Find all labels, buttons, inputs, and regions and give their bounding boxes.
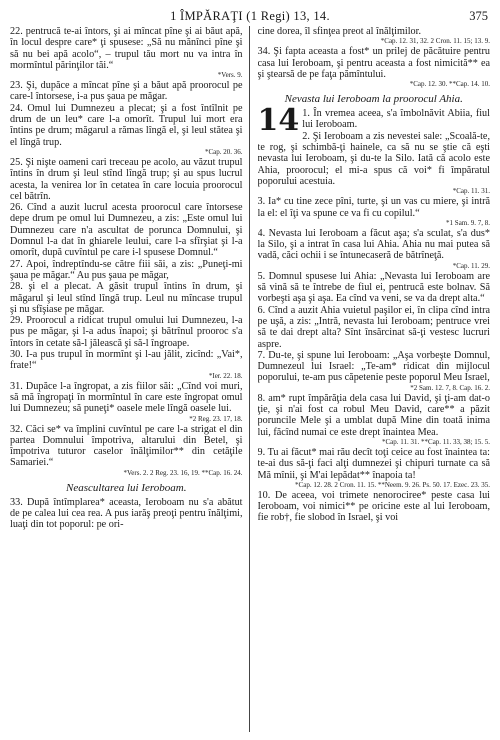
verse: [10, 157, 243, 202]
cross-reference: *1 Sam. 9. 7, 8.: [446, 218, 490, 227]
verse-text: 27. Apoi, îndreptîndu-se către fiii săi, a zis: „Puneţi-mi şaua pe măgar.“ Au pus şaua pe măgar,: [10, 258, 243, 281]
verse-text: 32. Căci se* va împlini cuvîntul pe care l-a strigat el din partea Domnului împotriva, altarului din Betel, şi împotriva tuturor caselor înălţimilor** din cetăţile Samariei.“: [10, 423, 243, 469]
cross-reference: *Vers. 2. 2 Reg. 23. 16, 19. **Cap. 16. 24.: [123, 468, 243, 477]
verse-text: 9. Tu ai făcut* mai rău decît toţi ceice au fost înaintea ta: te-ai dus să-ţi faci alţi dumnezei şi chipuri turnate ca să Mă mînii, şi M'ai lepădat** înapoia ta!: [257, 446, 490, 481]
verse-text: 23. Şi, dupăce a mîncat pîne şi a băut apă proorocul pe care-l întorsese, i-a pus şaua pe măgar.: [10, 80, 243, 103]
verse: [258, 350, 491, 393]
verse: [10, 349, 243, 381]
verse: [10, 497, 243, 531]
text-columns: [10, 26, 490, 732]
verse-text: 24. Omul lui Dumnezeu a plecat; şi a fost întîlnit pe drum de un leu* care l-a omorît. Trupul lui mort era întins pe drum; măgarul a rămas lîngă el, şi leul stătea şi el lîngă trup.: [10, 102, 243, 148]
verse: [258, 228, 491, 271]
right-column: [258, 26, 491, 732]
verse: [258, 393, 491, 447]
verse: [10, 281, 243, 315]
verse-text: 34. Şi fapta aceasta a fost* un prilej de păcătuire pentru casa lui Ieroboam, şi pentru aceasta a fost nimicită** ea şi ştearsă de pe faţa pămîntului.: [257, 46, 490, 80]
verse-text: 5. Domnul spusese lui Ahia: „Nevasta lui Ieroboam are să vină să te întrebe de fiul ei, pentrucă este bolnav. Să vorbeşti aşa şi aşa. Ea cînd va veni, se va da drept alta.“: [257, 270, 490, 305]
verse: [10, 315, 243, 349]
left-column: [10, 26, 250, 732]
section-title: Neascultarea lui Ieroboam.: [66, 481, 187, 494]
verse-text: cine dorea, îl sfinţea preot al înălţimilor.: [257, 26, 422, 37]
verse: [258, 46, 491, 89]
cross-reference: *Ier. 22. 18.: [208, 371, 243, 380]
verse: [10, 26, 243, 80]
verse: [10, 80, 243, 103]
cross-reference: *Cap. 20. 36.: [204, 147, 243, 156]
verse-text: 6. Cînd a auzit Ahia vuietul paşilor ei, în clipa cînd intra pe uşă, a zis: „Intră, nevasta lui Ieroboam; pentruce vrei să te dai drept alta? Sînt însărcinat să-ţi vestesc lucruri aspre.: [257, 304, 490, 350]
cross-reference: *Vers. 9.: [217, 71, 243, 80]
chapter-number: 14: [257, 103, 300, 139]
cross-reference: *Cap. 11. 31.: [452, 187, 490, 196]
verse-text: 25. Şi nişte oameni cari treceau pe acolo, au văzut trupul întins în drum şi leul stînd lîngă trup; şi au spus lucrul acesta, la venirea lor în cetatea în care locuia proorocul cel bătrîn.: [10, 156, 243, 202]
section-title: Nevasta lui Ieroboam la proorocul Ahia.: [284, 93, 463, 106]
verse: [10, 381, 243, 424]
verse: [258, 305, 491, 350]
verse: [258, 271, 491, 305]
verse: [258, 196, 491, 228]
cross-reference: *2 Reg. 23. 17, 18.: [189, 414, 243, 423]
page-number: 375: [469, 9, 488, 23]
verse-text: 28. şi el a plecat. A găsit trupul întins în drum, şi măgarul şi leul stînd lîngă trup. Leul nu mîncase trupul şi nu sfîşiase pe măgar.: [10, 281, 243, 315]
page-header: [10, 6, 490, 26]
cross-reference: *Cap. 12. 28. 2 Cron. 11. 15. **Neem. 9. 26. Ps. 50. 17. Ezec. 23. 35.: [295, 480, 490, 489]
verse: [258, 131, 491, 196]
verse: [258, 447, 491, 490]
verse-text: 1. În vremea aceea, s'a îmbolnăvit Abiia, fiul lui Ieroboam.: [302, 108, 490, 131]
cross-reference: *Cap. 12. 31, 32. 2 Cron. 11. 15; 13. 9.: [380, 37, 490, 46]
cross-reference: *2 Sam. 12. 7, 8. Cap. 16. 2.: [410, 383, 490, 392]
verse: [10, 259, 243, 282]
verse: [10, 424, 243, 478]
verse: [10, 202, 243, 258]
verse-text: 30. I-a pus trupul în mormînt şi l-au jălit, zicînd: „Vai*, frate!“: [10, 349, 243, 372]
verse-text: 7. Du-te, şi spune lui Ieroboam: „Aşa vorbeşte Domnul, Dumnezeul lui Israel: „Te-am* ridicat din mijlocul poporului, te-am pus căpetenie peste poporul Meu Israel,: [257, 349, 490, 384]
verse: [257, 103, 491, 139]
cross-reference: *Cap. 12. 30. **Cap. 14. 10.: [409, 80, 490, 89]
cross-reference: *Cap. 11. 29.: [452, 261, 490, 270]
verse-text: 3. Ia* cu tine zece pîni, turte, şi un vas cu miere, şi intră la el: el îţi va spune ce va fi cu copilul.“: [257, 196, 490, 219]
verse-text: 29. Proorocul a ridicat trupul omului lui Dumnezeu, l-a pus pe măgar, şi l-a adus înapoi; şi bătrînul prooroc s'a întors în cetate să-l jălească şi să-l îngroape.: [10, 315, 243, 349]
verse-text: 31. Dupăce l-a îngropat, a zis fiilor săi: „Cînd voi muri, să mă îngropaţi în mormîntul în care este îngropat omul lui Dumnezeu; să puneţi* oasele mele lîngă oasele lui.: [10, 380, 243, 415]
verse-text: 33. După întîmplarea* aceasta, Ieroboam nu s'a abătut de pe calea lui cea rea. A pus iarăş preoţi pentru înălţimi, luaţi din tot poporul: pe ori-: [10, 496, 243, 531]
verse-text: 10. De aceea, voi trimete nenorociree* peste casa lui Ieroboam, voi nimici** pe oricine este al lui Ieroboam, fie rob†, fie slobod în Israel, şi voi: [257, 489, 490, 524]
verse-text: 4. Nevasta lui Ieroboam a făcut aşa; s'a sculat, s'a dus* la Silo, şi a intrat în casa lui Ahia. Ahia nu mai putea să vadă, căci ochii i se întunecaseră de bătrîneţă.: [257, 227, 490, 262]
verse: [258, 490, 491, 524]
cross-reference: *Cap. 11. 31. **Cap. 11. 33, 38; 15. 5.: [382, 437, 490, 446]
verse-text: 26. Cînd a auzit lucrul acesta proorocul care întorsese depe drum pe omul lui Dumnezeu, a zis: „Este omul lui Dumnezeu care n'a ascultat de porunca Domnului, şi Domnul l-a dat în ghiarele leului, care l-a sfîrşiat şi l-a omorît, după cuvîntul pe care i-l spusese Domnul.“: [10, 202, 243, 259]
verse-text: 2. Şi Ieroboam a zis nevestei sale: „Scoală-te, te rog, şi schimbă-ţi hainele, ca să nu se ştie că eşti nevasta lui Ieroboam, şi du-te la Silo. Iată că acolo este Ahia, proorocul; el mi-a spus că voi* fi împăratul poporului acestuia.: [257, 130, 490, 187]
verse-text: 22. pentrucă te-ai întors, şi ai mîncat pîne şi ai băut apă, în locul despre care* ţi spusese: „Să nu mănînci pîne şi să nu bei apă acolo“, – trupul tău mort nu va intra în mormîntul părinţilor tăi.“: [10, 26, 243, 71]
verse: [10, 103, 243, 157]
verse: [258, 26, 491, 46]
verse-text: 8. am* rupt împărăţia dela casa lui David, şi ţi-am dat-o ţie, şi n'ai fost ca robul Meu David, care** a păzit poruncile Mele şi a umblat după Mine din toată inima lui, făcînd numai ce este drept înaintea Mea.: [257, 392, 490, 438]
running-head: 1 ÎMPĂRAŢI (1 Regi) 13, 14.: [170, 9, 330, 23]
